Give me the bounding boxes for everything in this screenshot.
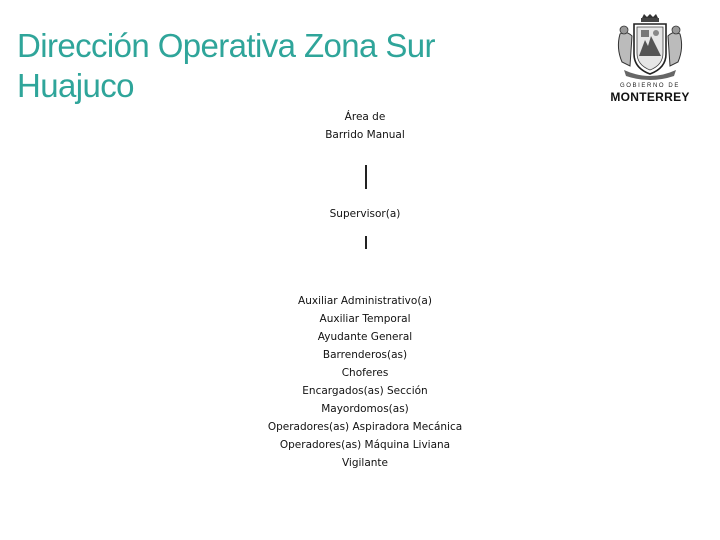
logo-top-text: GOBIERNO DE	[620, 83, 680, 89]
staff-role-item: Auxiliar Administrativo(a)	[298, 295, 432, 307]
org-node-staff-list	[200, 292, 530, 472]
logo-main-text: MONTERREY	[610, 90, 690, 104]
staff-role-item: Operadores(as) Aspiradora Mecánica	[267, 421, 463, 433]
staff-role-item: Operadores(as) Máquina Liviana	[279, 439, 451, 451]
org-node-supervisor-label: Supervisor(a)	[329, 208, 401, 220]
connector-line-2	[365, 236, 367, 249]
org-node-root	[200, 108, 530, 144]
staff-role-item: Encargados(as) Sección	[302, 385, 428, 397]
org-node-root-line-2: Barrido Manual	[325, 129, 405, 141]
page-title-line-1: Dirección Operativa Zona Sur	[17, 27, 435, 64]
page-title-line-2: Huajuco	[17, 67, 134, 104]
staff-role-item: Vigilante	[341, 457, 389, 469]
coat-of-arms-icon	[610, 14, 690, 82]
org-node-supervisor	[200, 205, 530, 223]
staff-role-item: Barrenderos(as)	[322, 349, 408, 361]
staff-role-item: Mayordomos(as)	[321, 403, 409, 415]
staff-role-item: Auxiliar Temporal	[319, 313, 411, 325]
staff-role-item: Choferes	[341, 367, 389, 379]
connector-line-1	[365, 165, 367, 189]
org-node-root-line-1: Área de	[344, 111, 386, 123]
monterrey-logo	[610, 14, 690, 106]
page-title	[17, 26, 537, 106]
staff-role-item: Ayudante General	[317, 331, 413, 343]
